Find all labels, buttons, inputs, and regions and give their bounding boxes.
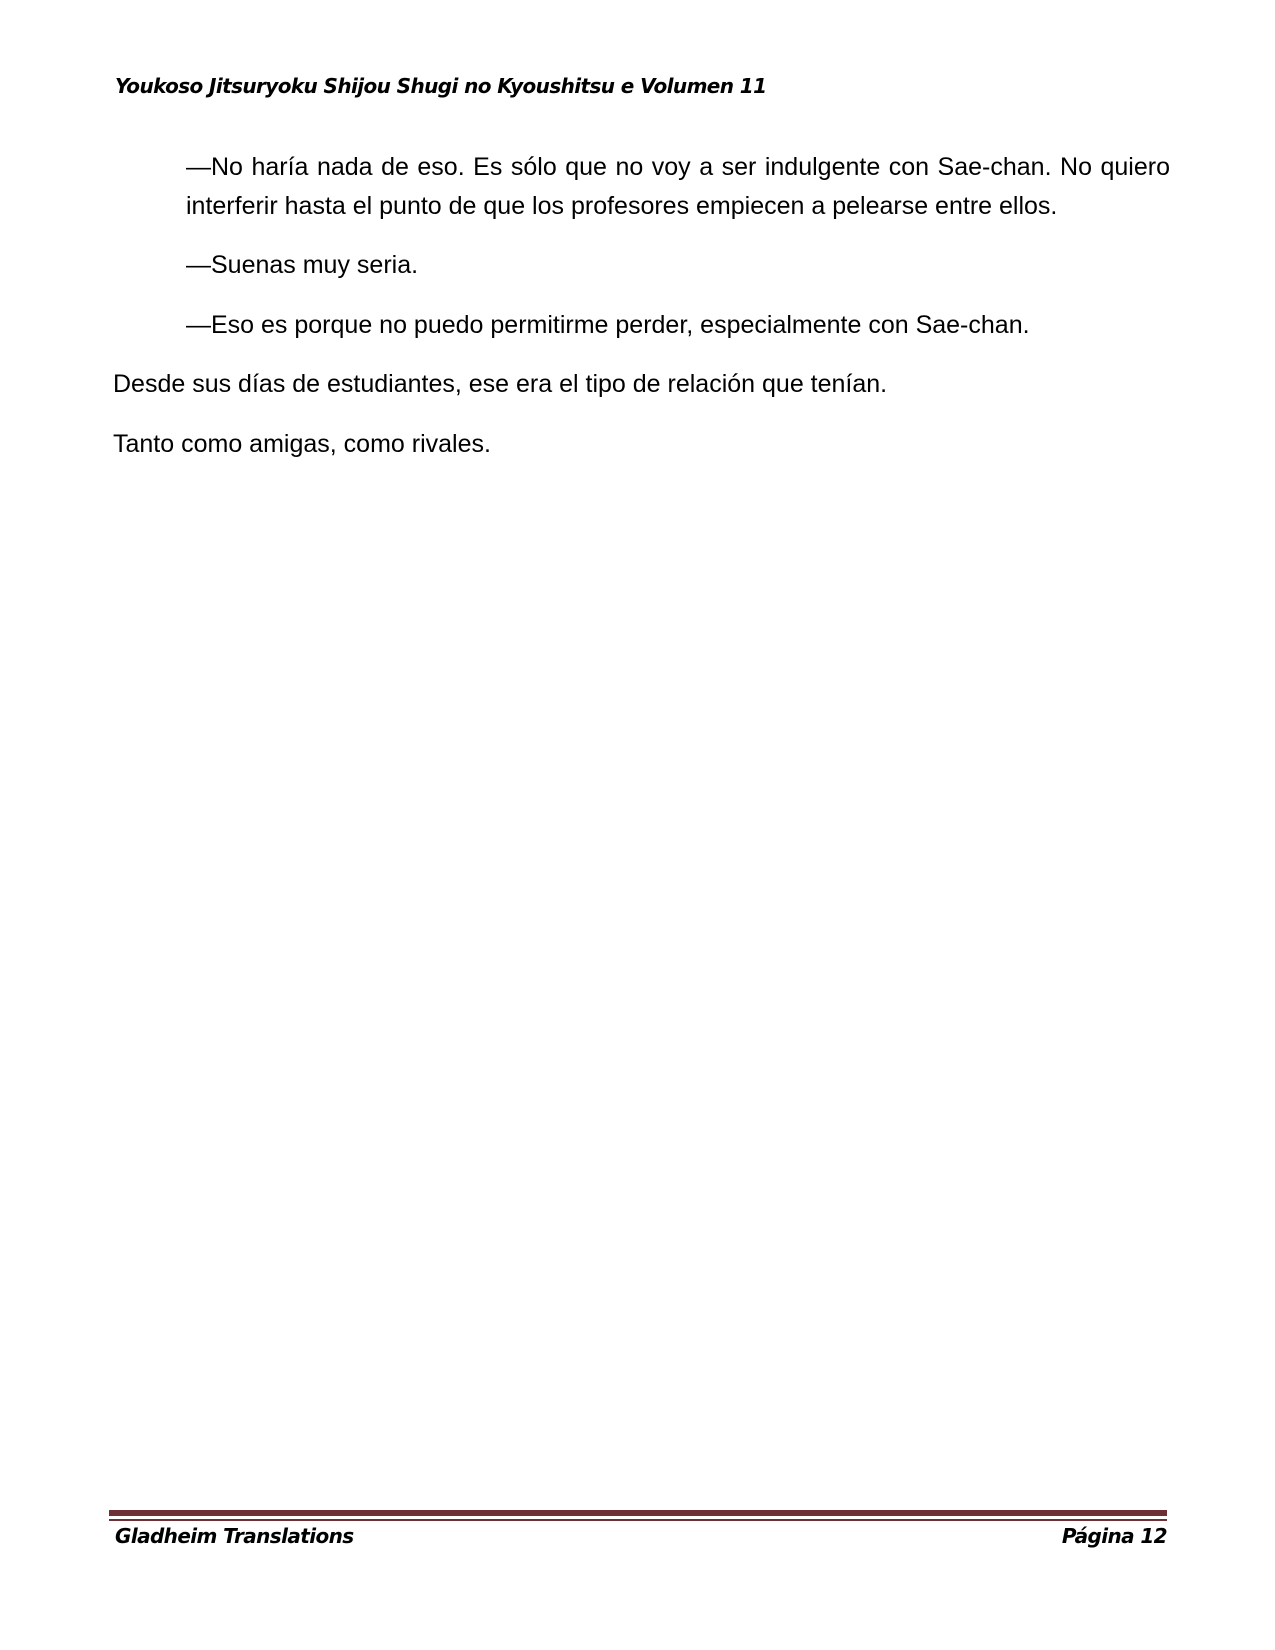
dialogue-paragraph: —No haría nada de eso. Es sólo que no voy a ser indulgente con Sae-chan. No quiero interferir hasta el punto de que los profesores empiecen a pelearse entre ellos. [186,153,1170,220]
footer-publisher: Gladheim Translations [115,1524,354,1548]
dialogue-paragraph: —Eso es porque no puedo permitirme perder, especialmente con Sae-chan. [186,310,1030,339]
narration-paragraph: Tanto como amigas, como rivales. [113,429,491,458]
footer-rule-thick [109,1510,1167,1516]
page-footer [115,1524,1167,1548]
page-body [113,148,1170,484]
narration-paragraph: Desde sus días de estudiantes, ese era el tipo de relación que tenían. [113,370,888,398]
running-header: Youkoso Jitsuryoku Shijou Shugi no Kyoushitsu e Volumen 11 [115,74,767,98]
footer-rule-thin [109,1519,1167,1521]
dialogue-paragraph: —Suenas muy seria. [186,251,419,279]
page-number: Página 12 [1061,1524,1167,1548]
